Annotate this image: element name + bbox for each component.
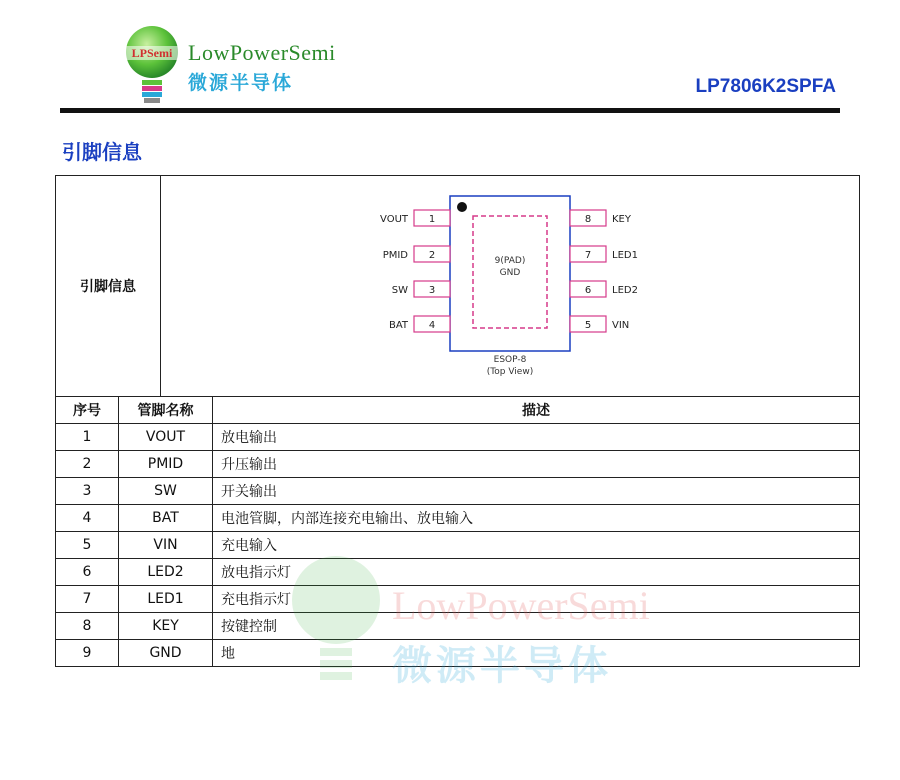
- pin-diagram-row: [56, 176, 859, 397]
- pin-description: 放电输出: [221, 430, 277, 446]
- header-pin-name: 管脚名称: [119, 397, 213, 423]
- pin-name: LED1: [119, 586, 213, 612]
- pin-number: 1: [56, 424, 119, 450]
- pad-label: 9(PAD): [494, 256, 526, 266]
- package-view: (Top View): [486, 367, 534, 377]
- pin-info-label: 引脚信息: [56, 176, 161, 396]
- pin-name-label: SW: [391, 285, 408, 296]
- pinout-diagram: [161, 176, 858, 396]
- pin-number-label: 8: [584, 214, 592, 225]
- pin-number: 4: [56, 505, 119, 531]
- pin-name-label: PMID: [382, 250, 408, 261]
- pin-description: 开关输出: [221, 484, 277, 500]
- pin-name-label: LED2: [612, 285, 638, 296]
- company-logo-icon: [124, 24, 180, 106]
- pin-number: 7: [56, 586, 119, 612]
- table-row: [56, 505, 859, 532]
- pin-description: 放电指示灯: [221, 565, 291, 581]
- table-row: [56, 532, 859, 559]
- logo-name-en: LowPowerSemi: [188, 40, 336, 65]
- pin-number-label: 4: [428, 320, 436, 331]
- pin-diagram-cell: [161, 176, 859, 396]
- pin-name: LED2: [119, 559, 213, 585]
- pin-number-label: 1: [428, 214, 436, 225]
- pin-number-label: 3: [428, 285, 436, 296]
- pin-number: 9: [56, 640, 119, 666]
- pin-number: 2: [56, 451, 119, 477]
- header-no: 序号: [56, 397, 119, 423]
- pin-number-label: 7: [584, 250, 592, 261]
- pin-number: 6: [56, 559, 119, 585]
- pin-name-label: KEY: [612, 214, 631, 225]
- pin-description: 按键控制: [221, 619, 277, 635]
- pin-name-label: VIN: [612, 320, 630, 331]
- logo-badge-text: LPSemi: [131, 46, 173, 60]
- pin-number: 3: [56, 478, 119, 504]
- pin-name: GND: [119, 640, 213, 666]
- pin-name: VOUT: [119, 424, 213, 450]
- table-row: [56, 559, 859, 586]
- table-row: [56, 478, 859, 505]
- pin-name: PMID: [119, 451, 213, 477]
- pin-table: [55, 175, 860, 667]
- pin-name: VIN: [119, 532, 213, 558]
- pin-name-label: VOUT: [380, 214, 408, 225]
- pin1-dot-icon: [457, 202, 467, 212]
- pin-description: 升压输出: [221, 457, 277, 473]
- watermark-text-en: LowPowerSemi: [392, 583, 650, 628]
- pin-name: SW: [119, 478, 213, 504]
- table-row: [56, 451, 859, 478]
- pin-number: 5: [56, 532, 119, 558]
- header-description: 描述: [522, 403, 550, 419]
- pin-description: 充电指示灯: [221, 592, 291, 608]
- pin-name: BAT: [119, 505, 213, 531]
- pin-name-label: BAT: [388, 320, 408, 331]
- pin-name-label: LED1: [612, 250, 638, 261]
- part-number: LP7806K2SPFA: [695, 76, 836, 97]
- section-title: 引脚信息: [62, 140, 142, 164]
- pin-description: 充电输入: [221, 538, 277, 554]
- table-row: [56, 586, 859, 613]
- pad-net: GND: [499, 268, 521, 278]
- pin-description: 地: [221, 646, 235, 662]
- pin-number-label: 5: [584, 320, 592, 331]
- pin-number-label: 2: [428, 250, 436, 261]
- package-name: ESOP-8: [493, 355, 527, 365]
- pin-number-label: 6: [584, 285, 592, 296]
- pin-description: 电池管脚，内部连接充电输出、放电输入: [221, 511, 473, 527]
- table-row: [56, 613, 859, 640]
- pin-name: KEY: [119, 613, 213, 639]
- table-header-row: [56, 397, 859, 424]
- table-row: [56, 424, 859, 451]
- table-row: [56, 640, 859, 666]
- watermark-text-cn: 微源半导体: [392, 643, 612, 689]
- header-divider: [60, 108, 840, 113]
- pin-number: 8: [56, 613, 119, 639]
- logo-name-cn: 微源半导体: [188, 72, 294, 94]
